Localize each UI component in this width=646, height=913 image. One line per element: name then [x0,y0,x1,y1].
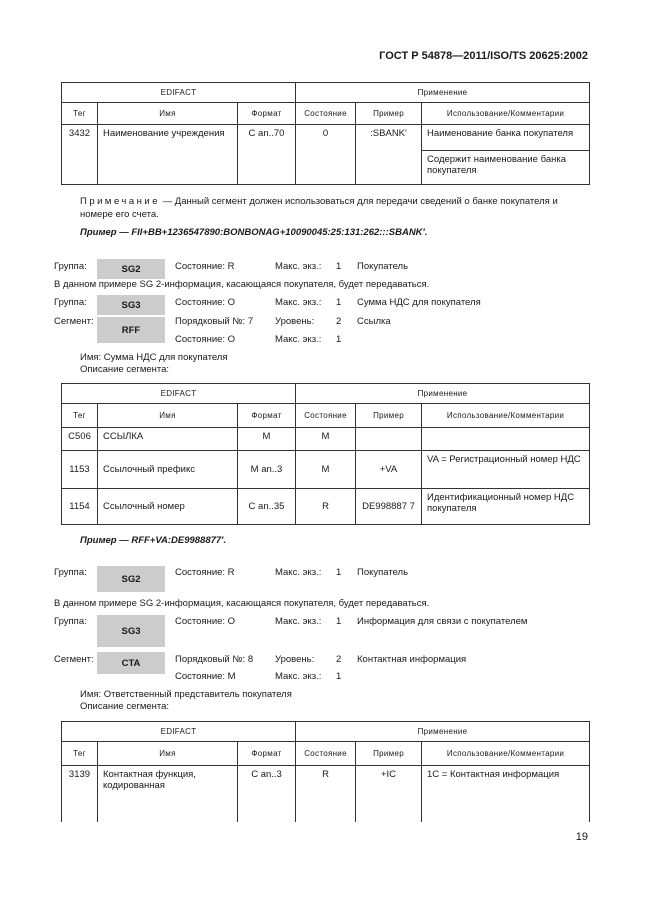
max-value: 1 [336,616,342,627]
name-header: Имя [98,742,238,766]
group-desc: Покупатель [357,261,409,272]
table-row [62,451,590,489]
table-row [62,125,590,151]
example-header: Пример [356,404,422,428]
level-value: 2 [336,316,342,327]
level-label: Уровень: [275,316,315,327]
tag-cell: C506 [62,428,98,451]
note-text: — Данный сегмент должен использоваться для передачи сведений о банке покупателя и номере его счета. [80,196,558,220]
status-cell: M [296,428,356,451]
segment-code: CTA [97,652,165,674]
format-header: Формат [238,742,296,766]
max-value: 1 [336,297,342,308]
example-cell: :SBANK' [356,125,422,151]
name-cell: Наименование учреждения [98,125,238,151]
format-header: Формат [238,404,296,428]
comment-cell: Идентификационный номер НДС покупателя [422,489,590,525]
comment-cell: Наименование банка покупателя [422,125,590,151]
comments-header: Использование/Комментарии [422,742,590,766]
segment-status: Состояние: M [175,671,236,682]
example-header: Пример [356,103,422,125]
group-status: Состояние: O [175,616,236,627]
max-value: 1 [336,334,342,345]
info-text: В данном примере SG 2-информация, касающаяся покупателя, будет передаваться. [54,279,430,290]
max-label: Макс. экз.: [275,567,322,578]
name-header: Имя [98,404,238,428]
group-desc: Покупатель [357,567,409,578]
name-cell: Ссылочный номер [98,489,238,525]
segment-code: RFF [97,317,165,343]
group-label: Группа: [54,297,87,308]
segment-label: Сегмент: [54,654,94,665]
note [80,195,588,221]
status-header: Состояние [296,103,356,125]
segment-desc: Контактная информация [357,654,467,665]
edifact-header: EDIFACT [62,722,296,742]
comments-header: Использование/Комментарии [422,404,590,428]
max-label: Макс. экз.: [275,261,322,272]
table-row [62,428,590,451]
example-cell [356,428,422,451]
group-code: SG2 [97,566,165,592]
usage-header: Применение [296,722,590,742]
table-row [62,489,590,525]
edifact-header: EDIFACT [62,384,296,404]
example-line: Пример — FII+BB+1236547890:BONBONAG+10090045:25:131:262:::SBANK'. [80,227,428,238]
level-value: 2 [336,654,342,665]
segment-table-3 [61,721,590,822]
segment-description-label: Описание сегмента: [80,701,170,712]
max-value: 1 [336,567,342,578]
tag-header: Тег [62,103,98,125]
table-row [62,151,590,185]
status-cell: R [296,489,356,525]
comment-cell: Содержит наименование банка покупателя [422,151,590,185]
tag-cell: 1154 [62,489,98,525]
segment-seq: Порядковый №: 7 [175,316,254,327]
comment-cell: VA = Регистрационный номер НДС [422,451,590,489]
usage-header: Применение [296,384,590,404]
group-code: SG2 [97,259,165,279]
segment-name: Имя: Ответственный представитель покупателя [80,689,292,700]
comments-header: Использование/Комментарии [422,103,590,125]
format-cell: C an..35 [238,489,296,525]
segment-table-2 [61,383,590,525]
status-header: Состояние [296,404,356,428]
status-cell: 0 [296,125,356,151]
tag-header: Тег [62,404,98,428]
max-value: 1 [336,671,342,682]
level-label: Уровень: [275,654,315,665]
example-cell: DE998887 7 [356,489,422,525]
comment-cell: 1C = Контактная информация [422,766,590,822]
page-number: 19 [575,831,588,843]
name-cell: Ссылочный префикс [98,451,238,489]
group-code: SG3 [97,295,165,315]
group-status: Состояние: R [175,567,235,578]
group-label: Группа: [54,261,87,272]
group-desc: Информация для связи с покупателем [357,616,528,627]
status-header: Состояние [296,742,356,766]
usage-header: Применение [296,83,590,103]
format-header: Формат [238,103,296,125]
example-header: Пример [356,742,422,766]
group-label: Группа: [54,567,87,578]
example-cell: +IC [356,766,422,822]
example-line: Пример — RFF+VA:DE9988877'. [80,535,227,546]
status-cell: M [296,451,356,489]
tag-header: Тег [62,742,98,766]
name-header: Имя [98,103,238,125]
tag-cell: 3139 [62,766,98,822]
name-cell: Контактная функция, кодированная [98,766,238,822]
segment-seq: Порядковый №: 8 [175,654,254,665]
example-cell: +VA [356,451,422,489]
status-cell: R [296,766,356,822]
format-cell: M an..3 [238,451,296,489]
segment-label: Сегмент: [54,316,94,327]
tag-cell: 1153 [62,451,98,489]
document-header: ГОСТ Р 54878—2011/ISO/TS 20625:2002 [379,50,588,62]
segment-status: Состояние: O [175,334,236,345]
segment-name: Имя: Сумма НДС для покупателя [80,352,228,363]
max-label: Макс. экз.: [275,616,322,627]
segment-desc: Ссылка [357,316,391,327]
group-label: Группа: [54,616,87,627]
table-row [62,766,590,822]
group-status: Состояние: O [175,297,236,308]
edifact-header: EDIFACT [62,83,296,103]
comment-cell [422,428,590,451]
format-cell: M [238,428,296,451]
group-status: Состояние: R [175,261,235,272]
note-label: Примечание [80,196,160,207]
name-cell: ССЫЛКА [98,428,238,451]
format-cell: C an..3 [238,766,296,822]
group-code: SG3 [97,615,165,647]
max-label: Макс. экз.: [275,334,322,345]
info-text: В данном примере SG 2-информация, касающаяся покупателя, будет передаваться. [54,598,430,609]
format-cell: C an..70 [238,125,296,151]
tag-cell: 3432 [62,125,98,151]
group-desc: Сумма НДС для покупателя [357,297,481,308]
max-label: Макс. экз.: [275,671,322,682]
segment-table-1 [61,82,590,185]
max-value: 1 [336,261,342,272]
max-label: Макс. экз.: [275,297,322,308]
segment-description-label: Описание сегмента: [80,364,170,375]
